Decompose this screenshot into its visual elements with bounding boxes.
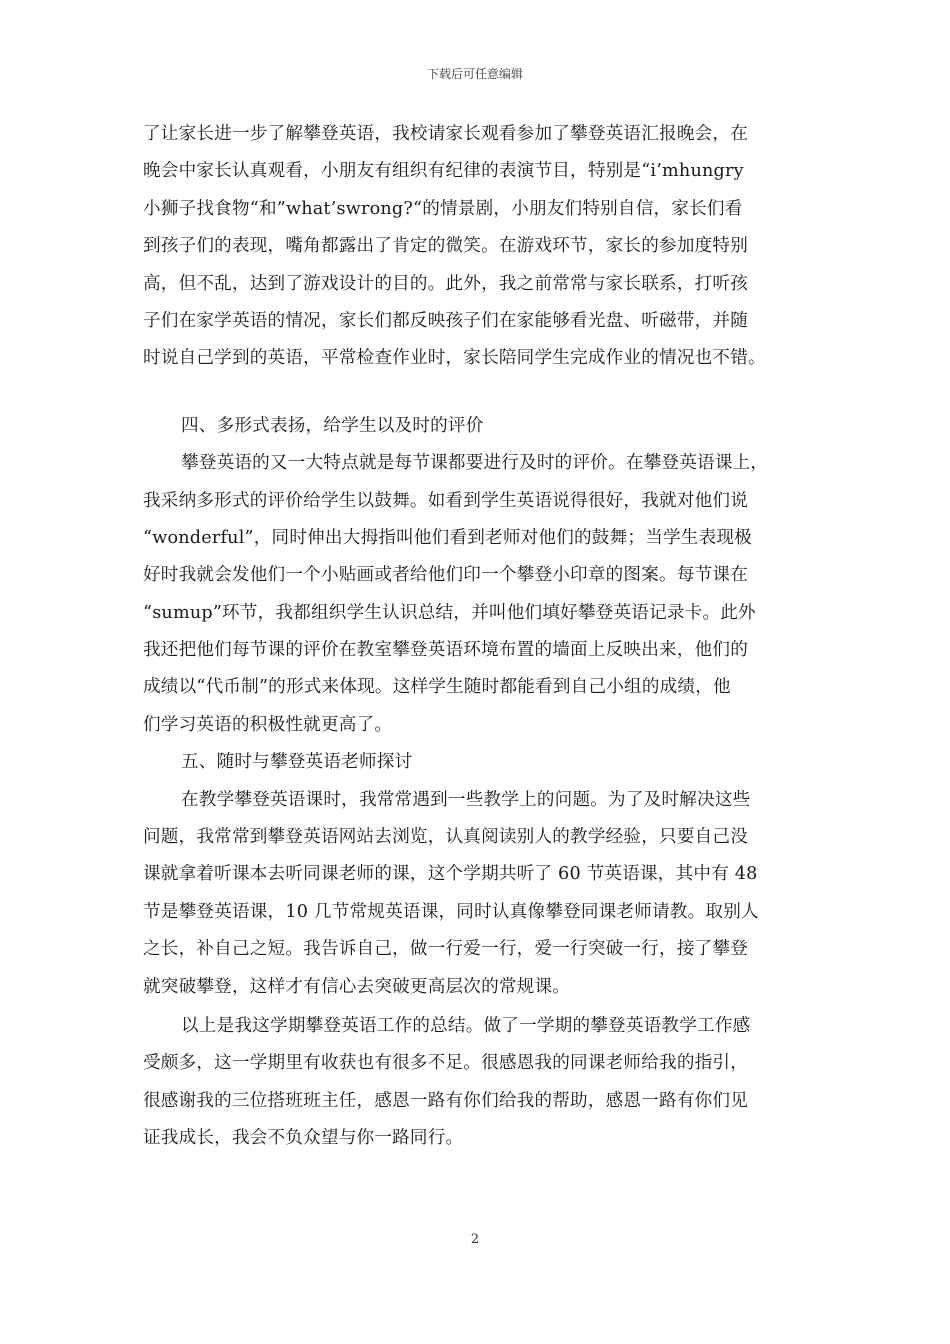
paragraph-parent-involvement bbox=[143, 116, 819, 378]
section-heading-5: 五、随时与攀登英语老师探讨 bbox=[181, 752, 413, 773]
text-line: 在教学攀登英语课时，我常常遇到一些教学上的问题。为了及时解决这些 bbox=[181, 789, 751, 810]
paragraph-spacer bbox=[143, 378, 819, 408]
paragraph-teacher-discussion bbox=[143, 782, 819, 1006]
text-line: “wonderful”，同时伸出大拇指叫他们看到老师对他们的鼓舞；当学生表现极 bbox=[143, 527, 752, 548]
text-line: 之长，补自己之短。我告诉自己，做一行爱一行，爱一行突破一行，接了攀登 bbox=[143, 939, 748, 960]
page-number: 2 bbox=[470, 1232, 480, 1247]
text-line: 就突破攀登，这样才有信心去突破更高层次的常规课。 bbox=[143, 976, 571, 997]
text-line: 小狮子找食物“和”what’swrong?“的情景剧，小朋友们特别自信，家长们看 bbox=[143, 198, 743, 219]
text-line: 高，但不乱，达到了游戏设计的目的。此外，我之前常常与家长联系，打听孩 bbox=[143, 273, 748, 294]
paragraph-conclusion bbox=[143, 1008, 819, 1158]
text-line: 很感谢我的三位搭班班主任，感恩一路有你们给我的帮助，感恩一路有你们见 bbox=[143, 1090, 748, 1111]
text-line: 到孩子们的表现，嘴角都露出了肯定的微笑。在游戏环节，家长的参加度特别 bbox=[143, 236, 748, 257]
text-line: 子们在家学英语的情况，家长们都反映孩子们在家能够看光盘、听磁带，并随 bbox=[143, 310, 748, 331]
paragraph-evaluation bbox=[143, 445, 819, 744]
text-line: 受颇多，这一学期里有收获也有很多不足。很感恩我的同课老师给我的指引， bbox=[143, 1053, 748, 1074]
text-line: 证我成长，我会不负众望与你一路同行。 bbox=[143, 1128, 464, 1149]
document-body bbox=[143, 116, 819, 1158]
text-line: 时说自己学到的英语，平常检查作业时，家长陪同学生完成作业的情况也不错。 bbox=[143, 348, 766, 369]
text-line: 们学习英语的积极性就更高了。 bbox=[143, 714, 393, 735]
page-header: 下载后可任意编辑 bbox=[426, 67, 523, 81]
text-line: 了让家长进一步了解攀登英语，我校请家长观看参加了攀登英语汇报晚会，在 bbox=[143, 124, 748, 144]
text-line: 攀登英语的又一大特点就是每节课都要进行及时的评价。在攀登英语课上， bbox=[181, 453, 769, 474]
text-line: 以上是我这学期攀登英语工作的总结。做了一学期的攀登英语教学工作感 bbox=[181, 1015, 751, 1036]
text-line: 我采纳多形式的评价给学生以鼓舞。如看到学生英语说得很好，我就对他们说 bbox=[143, 490, 748, 511]
text-line: 问题，我常常到攀登英语网站去浏览，认真阅读别人的教学经验，只要自己没 bbox=[143, 827, 748, 848]
text-line: 我还把他们每节课的评价在教室攀登英语环境布置的墙面上反映出来，他们的 bbox=[143, 640, 748, 661]
text-line: 晚会中家长认真观看，小朋友有组织有纪律的表演节目，特别是“i’mhungry bbox=[143, 161, 744, 182]
text-line: 节是攀登英语课，10 几节常规英语课，同时认真像攀登同课老师请教。取别人 bbox=[143, 901, 759, 922]
text-line: 成绩以“代币制”的形式来体现。这样学生随时都能看到自己小组的成绩，他 bbox=[143, 677, 731, 698]
text-line: 课就拿着听课本去听同课老师的课，这个学期共听了 60 节英语课，其中有 48 bbox=[143, 864, 758, 885]
text-line: 好时我就会发他们一个小贴画或者给他们印一个攀登小印章的图案。每节课在 bbox=[143, 565, 748, 586]
section-heading-4: 四、多形式表扬，给学生以及时的评价 bbox=[181, 415, 484, 436]
text-line: “sumup”环节，我都组织学生认识总结，并叫他们填好攀登英语记录卡。此外 bbox=[143, 602, 756, 623]
